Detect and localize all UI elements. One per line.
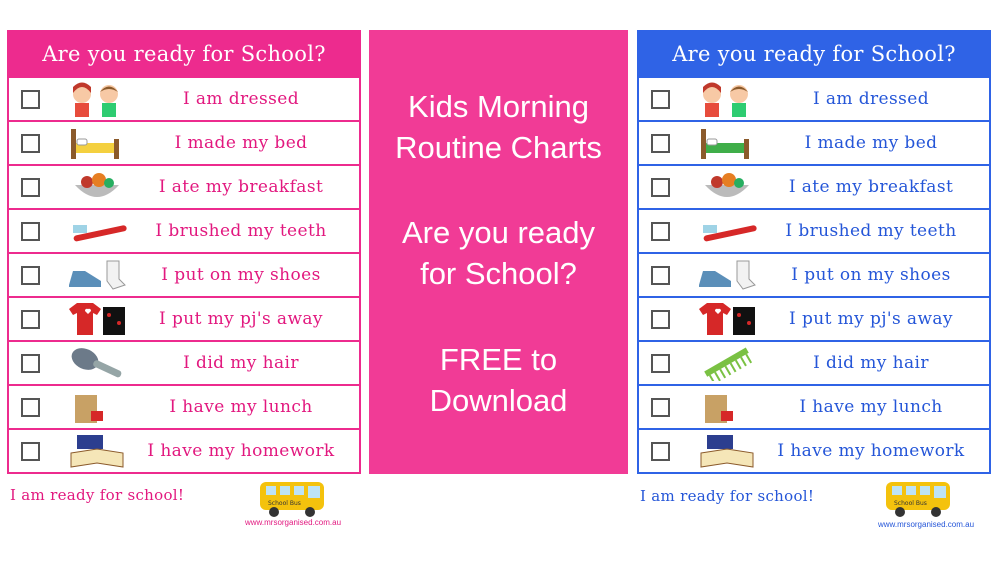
checkbox[interactable] <box>21 310 40 329</box>
routine-row <box>639 164 989 208</box>
chart-rows <box>7 78 361 474</box>
routine-row <box>9 428 359 472</box>
checkbox[interactable] <box>21 90 40 109</box>
routine-label: I have my homework <box>777 441 965 461</box>
routine-label: I ate my breakfast <box>158 177 324 197</box>
checkbox[interactable] <box>21 178 40 197</box>
title-line: Kids Morning <box>408 89 589 124</box>
routine-row <box>9 78 359 120</box>
routine-row <box>639 296 989 340</box>
free-line: Download <box>429 383 568 418</box>
bus-label: School Bus <box>268 500 301 507</box>
routine-row <box>639 208 989 252</box>
routine-row <box>639 384 989 428</box>
question-line: Are you ready <box>402 215 595 250</box>
routine-label: I did my hair <box>183 353 299 373</box>
blue-routine-chart <box>637 30 991 474</box>
checkbox[interactable] <box>651 398 670 417</box>
pajamas-icon <box>67 301 127 337</box>
checkbox[interactable] <box>21 398 40 417</box>
checkbox[interactable] <box>651 222 670 241</box>
checkbox[interactable] <box>651 442 670 461</box>
chart-header: Are you ready for School? <box>637 30 991 78</box>
routine-label: I put my pj's away <box>789 309 953 329</box>
routine-label: I have my lunch <box>799 397 943 417</box>
chart-header: Are you ready for School? <box>7 30 361 78</box>
bed-icon <box>697 125 757 161</box>
checkbox[interactable] <box>21 442 40 461</box>
title-line: Routine Charts <box>395 130 602 165</box>
routine-label: I made my bed <box>174 133 308 153</box>
routine-row <box>9 252 359 296</box>
routine-row <box>9 296 359 340</box>
title-panel <box>369 30 628 474</box>
routine-label: I put on my shoes <box>791 265 951 285</box>
routine-label: I ate my breakfast <box>788 177 954 197</box>
lunch-bag-icon <box>67 389 127 425</box>
routine-row <box>9 208 359 252</box>
pink-routine-chart <box>7 30 361 474</box>
routine-row <box>639 340 989 384</box>
free-line: FREE to <box>439 342 558 377</box>
checkbox[interactable] <box>21 134 40 153</box>
routine-row <box>9 384 359 428</box>
footer-text: I am ready for school! <box>640 487 815 505</box>
checkbox[interactable] <box>651 178 670 197</box>
website-link[interactable]: www.mrsorganised.com.au <box>878 520 975 529</box>
routine-row <box>9 340 359 384</box>
routine-row <box>639 252 989 296</box>
kids-icon <box>697 81 757 117</box>
shoes-socks-icon <box>67 257 127 293</box>
website-link[interactable]: www.mrsorganised.com.au <box>245 518 342 527</box>
checkbox[interactable] <box>651 354 670 373</box>
routine-label: I did my hair <box>813 353 929 373</box>
toothbrush-icon <box>697 213 757 249</box>
checkbox[interactable] <box>651 310 670 329</box>
routine-row <box>639 120 989 164</box>
question-line: for School? <box>420 256 577 291</box>
homework-book-icon <box>697 433 757 469</box>
checkbox[interactable] <box>21 266 40 285</box>
hairbrush-icon <box>67 345 127 381</box>
pajamas-icon <box>697 301 757 337</box>
checkbox[interactable] <box>651 266 670 285</box>
routine-label: I have my homework <box>147 441 335 461</box>
routine-label: I put my pj's away <box>159 309 323 329</box>
routine-label: I made my bed <box>804 133 938 153</box>
checkbox[interactable] <box>21 222 40 241</box>
school-bus-icon <box>884 478 954 520</box>
routine-row <box>9 164 359 208</box>
routine-row <box>639 78 989 120</box>
cereal-bowl-icon <box>697 169 757 205</box>
routine-label: I put on my shoes <box>161 265 321 285</box>
routine-label: I brushed my teeth <box>785 221 957 241</box>
checkbox[interactable] <box>21 354 40 373</box>
bus-label: School Bus <box>894 500 927 507</box>
kids-icon <box>67 81 127 117</box>
comb-icon <box>697 345 757 381</box>
bed-icon <box>67 125 127 161</box>
routine-row <box>9 120 359 164</box>
toothbrush-icon <box>67 213 127 249</box>
lunch-bag-icon <box>697 389 757 425</box>
routine-row <box>639 428 989 472</box>
homework-book-icon <box>67 433 127 469</box>
school-bus-icon <box>258 478 328 520</box>
checkbox[interactable] <box>651 90 670 109</box>
shoes-socks-icon <box>697 257 757 293</box>
routine-label: I am dressed <box>182 89 300 109</box>
routine-label: I brushed my teeth <box>155 221 327 241</box>
chart-rows <box>637 78 991 474</box>
routine-label: I am dressed <box>812 89 930 109</box>
footer-text: I am ready for school! <box>10 486 185 504</box>
routine-label: I have my lunch <box>169 397 313 417</box>
cereal-bowl-icon <box>67 169 127 205</box>
checkbox[interactable] <box>651 134 670 153</box>
